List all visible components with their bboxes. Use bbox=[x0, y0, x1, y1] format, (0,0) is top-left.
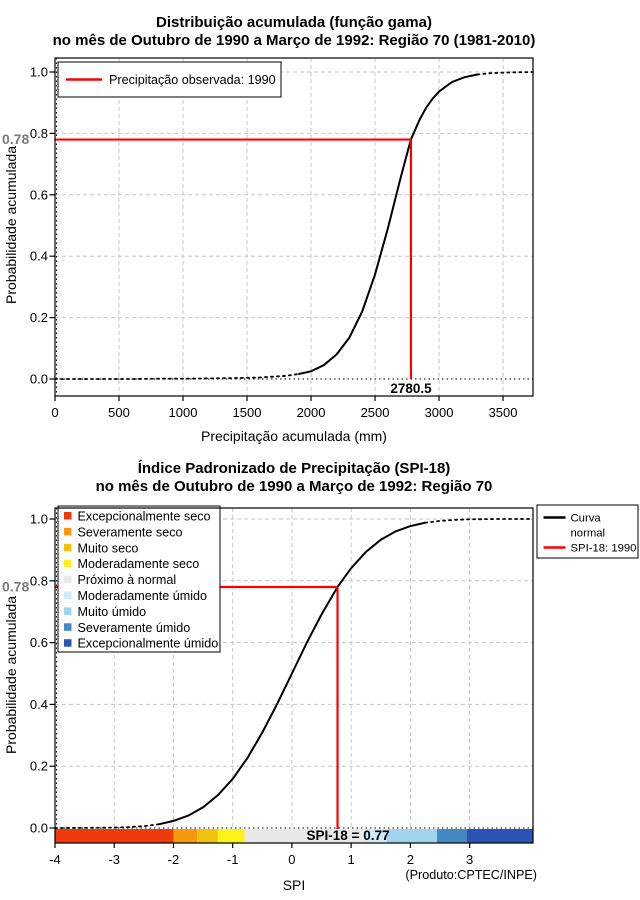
y-tick-label: 0.4 bbox=[29, 248, 48, 264]
y-tick-label: 0.2 bbox=[29, 310, 48, 326]
chart2-category-legend bbox=[58, 506, 220, 652]
x-tick-label: 1000 bbox=[168, 405, 198, 420]
curve-segment bbox=[298, 75, 477, 375]
legend-item-marker bbox=[64, 512, 72, 520]
y-tick-label: 0.6 bbox=[29, 635, 48, 651]
chart1-legend-label: Precipitação observada: 1990 bbox=[109, 73, 276, 87]
chart1-subtitle: no mês de Outubro de 1990 a Março de 1992: Região 70 (1981-2010) bbox=[52, 32, 536, 49]
x-tick-label: -1 bbox=[226, 852, 239, 867]
legend-item-label: Excepcionalmente seco bbox=[77, 509, 211, 524]
legend-item-label: Próximo à normal bbox=[77, 573, 177, 588]
curve-segment bbox=[55, 824, 159, 828]
legend-item-marker bbox=[64, 639, 72, 647]
x-tick-label: 0 bbox=[288, 852, 296, 867]
chart1-axes bbox=[30, 65, 518, 421]
bar-segment bbox=[387, 829, 437, 843]
x-tick-label: 500 bbox=[108, 405, 130, 420]
chart1-title: Distribuição acumulada (função gama) bbox=[156, 14, 432, 31]
bar-segment bbox=[197, 829, 218, 843]
legend-item-label: Moderadamente seco bbox=[77, 557, 200, 572]
x-tick-label: 3500 bbox=[488, 405, 518, 420]
chart2-y-axis-title: Probabilidade acumulada bbox=[3, 596, 19, 754]
chart1-legend bbox=[58, 62, 281, 97]
legend-item-marker bbox=[64, 576, 72, 584]
y-tick-label: 0.0 bbox=[29, 820, 48, 836]
x-tick-label: -2 bbox=[167, 852, 180, 867]
legend-item-label: Curva bbox=[570, 512, 601, 525]
legend-item-label: Moderadamente úmido bbox=[77, 589, 208, 603]
bar-segment bbox=[55, 829, 173, 843]
chart2-spi-category-bar bbox=[55, 829, 533, 843]
chart2-x-axis-title: SPI bbox=[282, 877, 306, 893]
y-tick-label: 0.4 bbox=[29, 696, 48, 712]
bar-segment bbox=[437, 829, 467, 843]
y-tick-label: 0.8 bbox=[29, 573, 48, 589]
y-tick-label: 0.2 bbox=[29, 758, 48, 774]
x-tick-label: 2500 bbox=[360, 405, 390, 420]
chart1-x-axis-title: Precipitação acumulada (mm) bbox=[201, 428, 387, 444]
chart1-marker-lines bbox=[55, 140, 411, 379]
legend-item-label: Excepcionalmente úmido bbox=[77, 636, 219, 651]
y-tick-label: 1.0 bbox=[29, 511, 48, 527]
bar-segment bbox=[218, 829, 245, 843]
x-tick-label: -4 bbox=[49, 852, 61, 867]
chart2-title: Índice Padronizado de Precipitação (SPI-18) bbox=[137, 460, 451, 477]
legend-item-label: normal bbox=[570, 527, 606, 540]
chart1-probability-threshold-label: 0.78 bbox=[2, 131, 30, 147]
legend-item-marker bbox=[64, 623, 72, 631]
legend-item-label: Muito seco bbox=[77, 541, 139, 556]
bar-segment bbox=[467, 829, 533, 843]
chart2-subtitle: no mês de Outubro de 1990 a Março de 1992: Região 70 bbox=[95, 478, 493, 495]
legend-item-label: SPI-18: 1990 bbox=[570, 542, 637, 555]
x-tick-label: 0 bbox=[51, 405, 59, 420]
chart1-plot-frame bbox=[55, 58, 533, 396]
y-tick-label: 0.6 bbox=[29, 187, 48, 203]
y-tick-label: 1.0 bbox=[29, 64, 48, 80]
bar-segment bbox=[173, 829, 197, 843]
legend-item-label: Severamente úmido bbox=[77, 620, 191, 635]
x-tick-label: -3 bbox=[108, 852, 121, 867]
x-tick-label: 2000 bbox=[296, 405, 326, 420]
legend-item-label: Severamente seco bbox=[77, 525, 183, 540]
y-tick-label: 0.8 bbox=[29, 125, 48, 141]
chart2-line-legend bbox=[537, 505, 638, 558]
legend-item-label: Muito úmido bbox=[77, 604, 147, 619]
x-tick-label: 3 bbox=[466, 852, 474, 867]
legend-item-marker bbox=[64, 528, 72, 536]
curve-segment bbox=[425, 519, 533, 523]
chart1-curve bbox=[55, 72, 533, 379]
legend-item-marker bbox=[64, 544, 72, 552]
chart1-precip-value-label: 2780.5 bbox=[390, 381, 432, 396]
legend-item-marker bbox=[64, 607, 72, 615]
legend-item-marker bbox=[64, 560, 72, 568]
chart1-y-axis-title: Probabilidade acumulada bbox=[3, 146, 19, 304]
chart1-gridlines bbox=[55, 58, 533, 396]
x-tick-label: 2 bbox=[406, 852, 415, 867]
curve-segment bbox=[55, 374, 298, 379]
spi-cdf-chart bbox=[0, 455, 640, 900]
chart2-credit-label: (Produto:CPTEC/INPE) bbox=[405, 868, 537, 882]
x-tick-label: 1500 bbox=[232, 405, 262, 420]
chart2-spi-value-label: SPI-18 = 0.77 bbox=[306, 828, 390, 843]
x-tick-label: 3000 bbox=[424, 405, 454, 420]
chart2-probability-threshold-label: 0.78 bbox=[2, 578, 30, 595]
y-tick-label: 0.0 bbox=[29, 371, 48, 387]
legend-item-marker bbox=[64, 592, 72, 600]
x-tick-label: 1 bbox=[347, 852, 355, 867]
